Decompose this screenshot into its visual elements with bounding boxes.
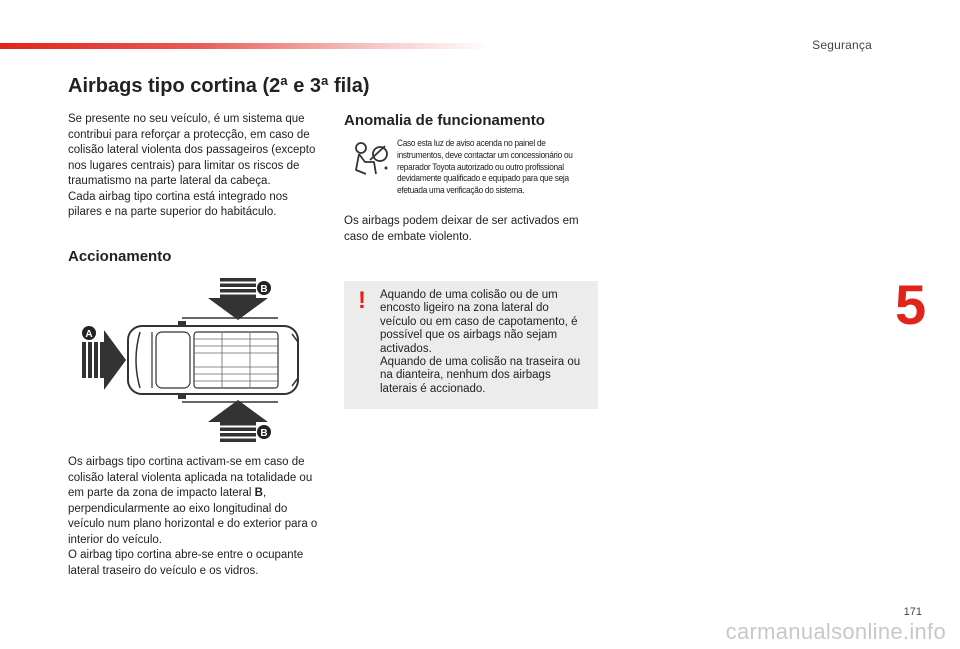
label-b-bottom: B <box>260 428 268 439</box>
accionamento-paragraph-2: O airbag tipo cortina abre-se entre o ocupante lateral traseiro do veículo e os vidros. <box>68 549 304 577</box>
vehicle-top-view <box>128 318 298 402</box>
accionamento-paragraph-1 <box>68 455 323 548</box>
intro-paragraph-2: Cada airbag tipo cortina está integrado nos pilares e na parte superior do habitáculo. <box>68 190 288 218</box>
watermark: carmanualsonline.info <box>725 619 946 644</box>
label-b-top: B <box>260 284 268 295</box>
p1-text-end: , perpendicularmente ao eixo longitudinal do veículo num plano horizontal e do exterior para o interior do veículo. <box>68 487 318 546</box>
warning-light-note: Caso esta luz de aviso acenda no painel de instrumentos, deve contactar um concessionário ou reparador Toyota autorizado ou outro profissional devidamente qualificado e equipado para que seja efetuada uma verificação do sistema. <box>397 138 573 196</box>
notice-paragraph-1: Aquando de uma colisão ou de um encosto ligeiro na zona lateral do veículo ou em caso de capotamento, é possível que os airbags não sejam activados. <box>380 289 578 355</box>
impact-zone-diagram <box>80 276 310 446</box>
page-number: 171 <box>903 606 922 618</box>
section-title: Segurança <box>812 38 872 52</box>
exclamation-icon: ! <box>358 287 366 314</box>
chapter-number: 5 <box>895 273 927 336</box>
anomalia-heading: Anomalia de funcionamento <box>344 112 545 129</box>
header-accent-bar <box>0 43 490 49</box>
p1-zone-label: B <box>254 487 263 499</box>
accionamento-heading: Accionamento <box>68 248 172 265</box>
accionamento-text <box>68 455 323 579</box>
airbag-warning-icon <box>352 140 390 178</box>
label-a: A <box>85 329 93 340</box>
notice-paragraph-2: Aquando de uma colisão na traseira ou na dianteira, nenhum dos airbags laterais é accionado. <box>380 356 581 395</box>
notice-text <box>380 289 585 396</box>
page-title: Airbags tipo cortina (2ª e 3ª fila) <box>68 75 370 97</box>
p1-text-start: Os airbags tipo cortina activam-se em caso de colisão lateral violenta aplicada na totalidade ou em parte da zona de impacto lateral <box>68 456 313 499</box>
intro-block <box>68 112 323 221</box>
intro-paragraph: Se presente no seu veículo, é um sistema que contribui para reforçar a protecção, em caso de colisão lateral violenta dos passageiros (excepto nos lugares centrais) para limitar os riscos de traumatismo na parte lateral da cabeça. <box>68 113 316 187</box>
notice-box <box>344 281 598 409</box>
anomalia-paragraph: Os airbags podem deixar de ser activados em caso de embate violento. <box>344 215 579 243</box>
